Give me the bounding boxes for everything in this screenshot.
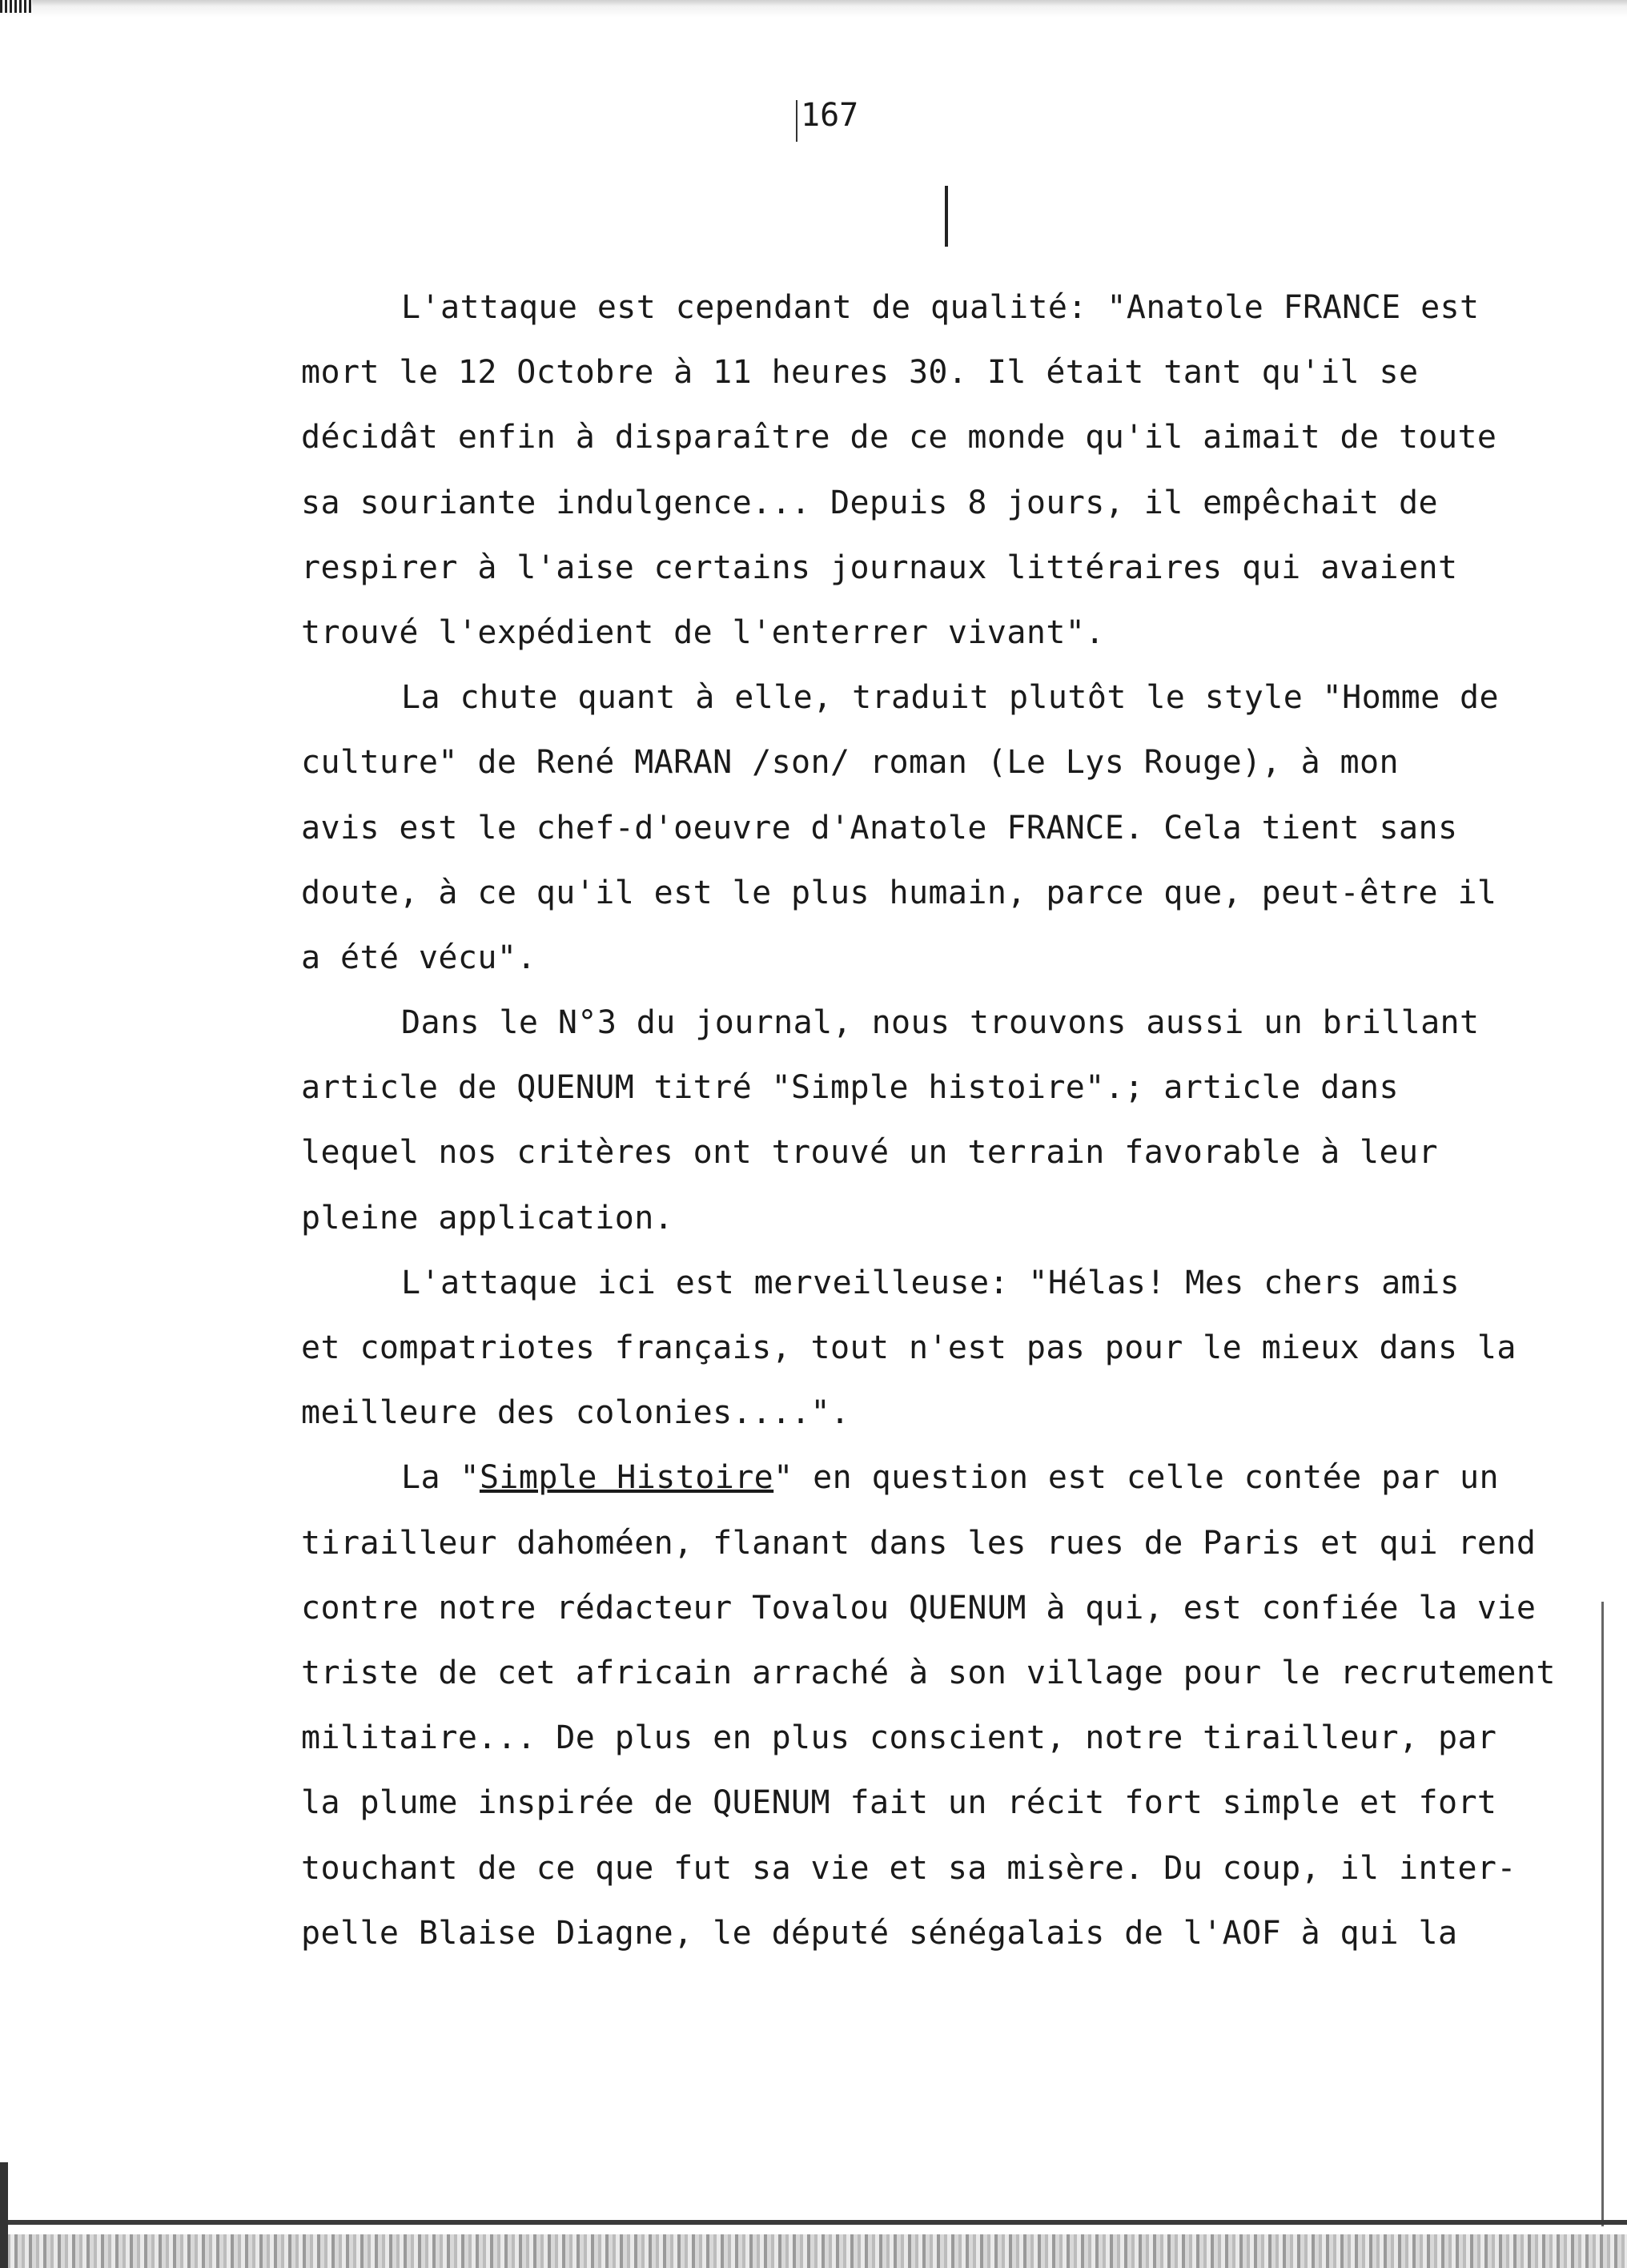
paragraph <box>301 1251 1598 1446</box>
text-line: a été vécu". <box>301 939 536 976</box>
text-line: meilleure des colonies....". <box>301 1394 850 1432</box>
text-line: décidât enfin à disparaître de ce monde qu'il aimait de toute <box>301 419 1497 456</box>
text-line: lequel nos critères ont trouvé un terrain favorable à leur <box>301 1134 1438 1172</box>
text-line: militaire... De plus en plus conscient, notre tirailleur, par <box>301 1719 1497 1757</box>
text-line: triste de cet africain arraché à son village pour le recrutement <box>301 1654 1556 1691</box>
text-line: la plume inspirée de QUENUM fait un récit fort simple et fort <box>301 1784 1497 1822</box>
scan-top-edge <box>0 0 1627 18</box>
text-line: La chute quant à elle, traduit plutôt le style "Homme de <box>401 679 1499 717</box>
text-line: respirer à l'aise certains journaux littéraires qui avaient <box>301 549 1458 586</box>
text-line: culture" de René MARAN /son/ roman (Le Lys Rouge), à mon <box>301 744 1399 782</box>
paragraph <box>301 666 1598 991</box>
scan-bottom-rule <box>0 2220 1627 2225</box>
text-line: trouvé l'expédient de l'enterrer vivant". <box>301 613 1105 651</box>
document-body <box>301 275 1598 1966</box>
scan-corner-mark <box>0 0 32 13</box>
scan-right-edge <box>1601 1602 1604 2226</box>
text-line: avis est le chef-d'oeuvre d'Anatole FRANCE. Cela tient sans <box>301 809 1458 846</box>
text-line: L'attaque est cependant de qualité: "Anatole FRANCE est <box>401 289 1480 326</box>
page-number-mark <box>796 100 797 142</box>
paragraph <box>301 991 1598 1251</box>
text-line: mort le 12 Octobre à 11 heures 30. Il était tant qu'il se <box>301 354 1419 392</box>
text-span: La " <box>401 1459 480 1497</box>
text-line: pleine application. <box>301 1199 674 1237</box>
text-line: et compatriotes français, tout n'est pas pour le mieux dans la <box>301 1329 1517 1366</box>
text-line: doute, à ce qu'il est le plus humain, parce que, peut-être il <box>301 874 1497 911</box>
text-line <box>301 1446 1598 1510</box>
text-span: " en question est celle contée par un <box>773 1459 1500 1497</box>
paragraph <box>301 275 1598 666</box>
text-line: contre notre rédacteur Tovalou QUENUM à qui, est confiée la vie <box>301 1589 1537 1627</box>
page-number: 167 <box>801 97 859 134</box>
text-line: pelle Blaise Diagne, le député sénégalais de l'AOF à qui la <box>301 1914 1458 1952</box>
text-line: Dans le N°3 du journal, nous trouvons aussi un brillant <box>401 1004 1480 1042</box>
text-line: article de QUENUM titré "Simple histoire".; article dans <box>301 1069 1399 1107</box>
text-line: touchant de ce que fut sa vie et sa misère. Du coup, il inter- <box>301 1849 1517 1887</box>
text-line: L'attaque ici est merveilleuse: "Hélas! Mes chers amis <box>401 1264 1460 1301</box>
paragraph <box>301 1446 1598 1966</box>
scan-left-bar <box>0 2162 8 2268</box>
margin-stroke-mark <box>945 186 948 247</box>
scan-bottom-edge <box>0 2234 1627 2268</box>
underlined-title: Simple Histoire <box>479 1459 774 1497</box>
text-line: tirailleur dahoméen, flanant dans les rues de Paris et qui rend <box>301 1524 1537 1562</box>
text-line: sa souriante indulgence... Depuis 8 jours, il empêchait de <box>301 484 1438 521</box>
